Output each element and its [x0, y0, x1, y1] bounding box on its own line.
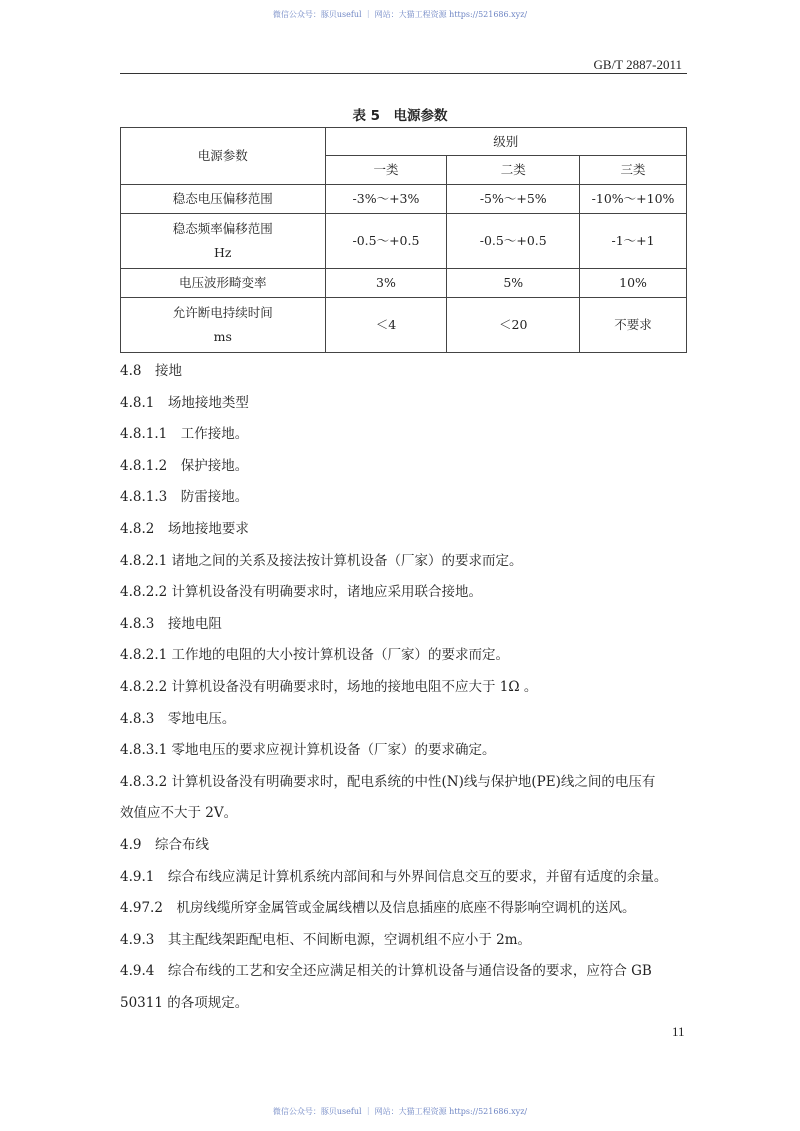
class-header: 一类 [325, 156, 447, 185]
table-row [121, 185, 687, 214]
row-name [121, 214, 326, 269]
standard-number: GB/T 2887-2011 [593, 57, 682, 72]
row-unit: ms [213, 329, 232, 344]
level-header: 级别 [325, 128, 686, 156]
body-line: 50311 的各项规定。 [120, 995, 249, 1011]
cell: 10% [580, 269, 687, 298]
table-row [121, 214, 687, 269]
row-name [121, 298, 326, 353]
row-name: 电压波形畸变率 [121, 269, 326, 298]
cell: 3% [325, 269, 447, 298]
body-line: 4.8.2.2 计算机设备没有明确要求时，场地的接地电阻不应大于 1Ω 。 [120, 679, 538, 695]
body-line: 4.8.1.3 防雷接地。 [120, 489, 249, 506]
cell: ＜20 [447, 298, 580, 353]
cell: -0.5～+0.5 [447, 214, 580, 269]
watermark-bottom: 微信公众号：豚贝useful ｜ 网站：大猫工程资源 https://521686.xyz/ [272, 1107, 528, 1116]
cell: -3%～+3% [325, 185, 447, 214]
table-row [121, 298, 687, 353]
body-line: 4.8.2.1 诸地之间的关系及接法按计算机设备（厂家）的要求而定。 [120, 552, 523, 569]
body-line: 4.8.3.1 零地电压的要求应视计算机设备（厂家）的要求确定。 [120, 742, 496, 759]
param-header: 电源参数 [121, 128, 326, 185]
body-line: 4.8.1.1 工作接地。 [120, 426, 249, 443]
watermark-top: 微信公众号：豚贝useful ｜ 网站：大猫工程资源 https://521686.xyz/ [272, 10, 528, 19]
body-line: 4.8 接地 [120, 363, 182, 379]
body-line: 4.8.2.1 工作地的电阻的大小按计算机设备（厂家）的要求而定。 [120, 647, 510, 664]
body-line: 4.8.3.2 计算机设备没有明确要求时，配电系统的中性(N)线与保护地(PE)线之间的电压有 [120, 773, 656, 790]
body-line: 4.8.1 场地接地类型 [120, 394, 249, 411]
body-line: 4.8.1.2 保护接地。 [120, 457, 249, 474]
row-name-text: 允许断电持续时间 [172, 305, 273, 321]
body-line: 4.8.3 零地电压。 [120, 710, 236, 727]
header-rule [120, 73, 687, 74]
row-name-text: 稳态频率偏移范围 [172, 221, 273, 237]
row-unit: Hz [214, 245, 232, 260]
body-line: 4.9.1 综合布线应满足计算机系统内部间和与外界间信息交互的要求，并留有适度的余量。 [120, 868, 668, 885]
cell: -0.5～+0.5 [325, 214, 447, 269]
power-parameters-table [120, 127, 687, 353]
body-line: 4.97.2 机房线缆所穿金属管或金属线槽以及信息插座的底座不得影响空调机的送风。 [120, 900, 636, 917]
body-line: 4.9.4 综合布线的工艺和安全还应满足相关的计算机设备与通信设备的要求，应符合 GB [120, 963, 652, 980]
table-row [121, 269, 687, 298]
body-line: 4.8.2.2 计算机设备没有明确要求时，诸地应采用联合接地。 [120, 584, 483, 601]
body-line: 4.8.2 场地接地要求 [120, 521, 249, 537]
row-name: 稳态电压偏移范围 [121, 185, 326, 214]
cell: -10%～+10% [580, 185, 687, 214]
cell: -1～+1 [580, 214, 687, 269]
page-number: 11 [672, 1024, 685, 1039]
cell: -5%～+5% [447, 185, 580, 214]
table-title: 表 5 电源参数 [352, 108, 448, 124]
class-header: 三类 [580, 156, 687, 185]
cell: ＜4 [325, 298, 447, 353]
class-header: 二类 [447, 156, 580, 185]
cell: 不要求 [580, 298, 687, 353]
body-line: 4.9 综合布线 [120, 837, 209, 853]
cell: 5% [447, 269, 580, 298]
body-line: 效值应不大于 2V。 [120, 805, 238, 822]
body-line: 4.9.3 其主配线架距配电柜、不间断电源，空调机组不应小于 2m。 [120, 931, 532, 948]
body-line: 4.8.3 接地电阻 [120, 615, 222, 632]
